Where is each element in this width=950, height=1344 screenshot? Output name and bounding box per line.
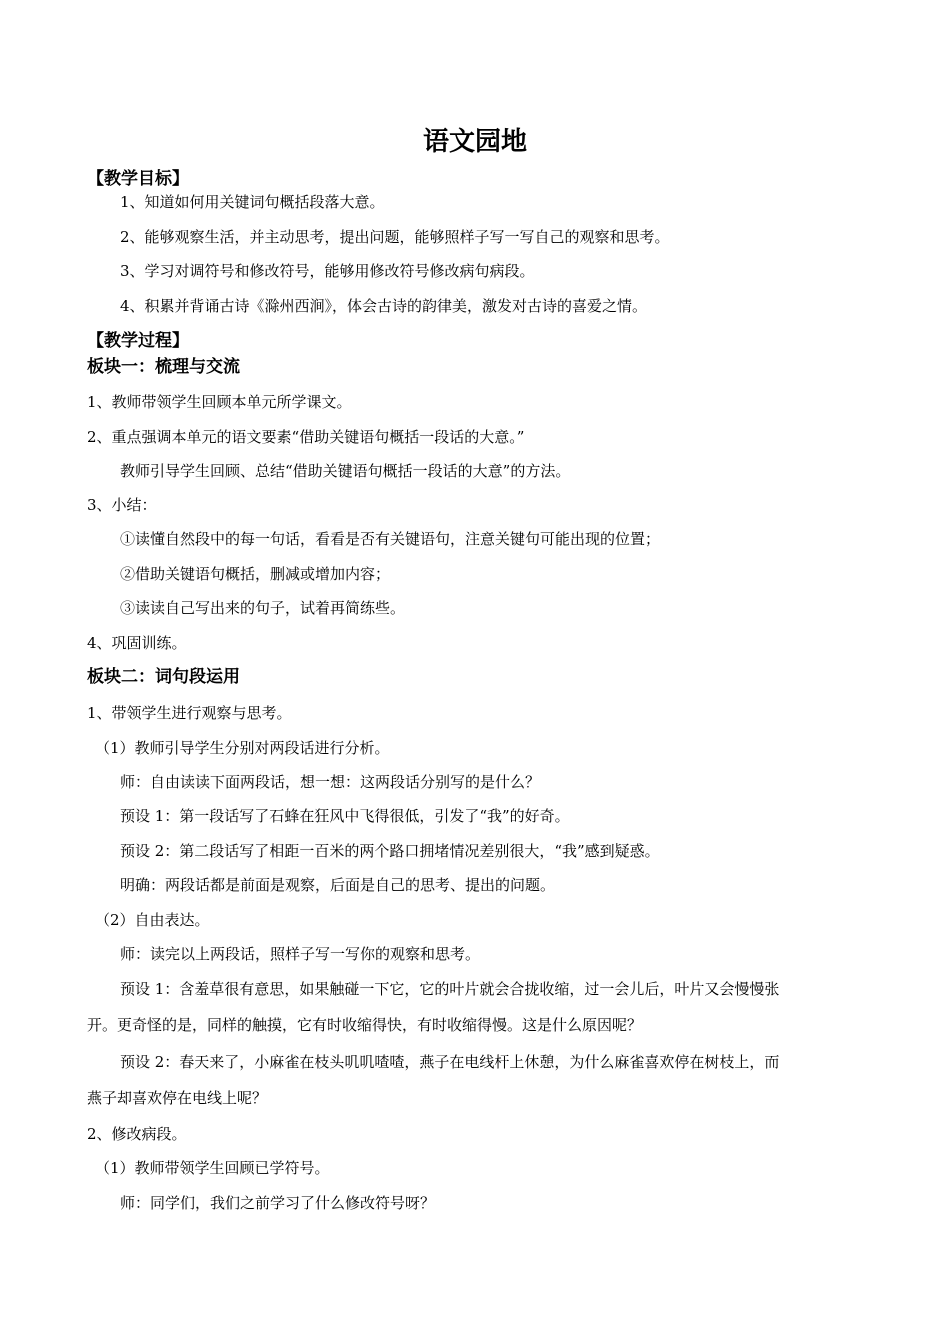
- paragraph: 师：读完以上两段话，照样子写一写你的观察和思考。: [120, 945, 481, 963]
- paragraph: 3、小结：: [87, 496, 157, 514]
- objective-item: 3、学习对调符号和修改符号，能够用修改符号修改病句病段。: [120, 262, 535, 280]
- paragraph: 1、教师带领学生回顾本单元所学课文。: [87, 393, 352, 411]
- paragraph: 1、带领学生进行观察与思考。: [87, 704, 292, 722]
- paragraph: 明确：两段话都是前面是观察，后面是自己的思考、提出的问题。: [120, 876, 556, 894]
- paragraph: （1）教师引导学生分别对两段话进行分析。: [95, 739, 390, 757]
- paragraph: 预设 2：春天来了，小麻雀在枝头叽叽喳喳，燕子在电线杆上休憩，为什么麻雀喜欢停在树枝上，而: [120, 1053, 780, 1071]
- paragraph: 2、修改病段。: [87, 1125, 187, 1143]
- paragraph: 开。更奇怪的是，同样的触摸，它有时收缩得快，有时收缩得慢。这是什么原因呢？: [87, 1016, 643, 1034]
- objective-item: 4、积累并背诵古诗《滁州西涧》，体会古诗的韵律美，激发对古诗的喜爱之情。: [120, 297, 648, 315]
- page-title: 语文园地: [422, 127, 527, 157]
- paragraph: 预设 2：第二段话写了相距一百米的两个路口拥堵情况差别很大，“我”感到疑惑。: [120, 842, 660, 860]
- paragraph: 燕子却喜欢停在电线上呢？: [87, 1089, 268, 1107]
- paragraph: 师：同学们，我们之前学习了什么修改符号呀？: [120, 1194, 436, 1212]
- paragraph: （1）教师带领学生回顾已学符号。: [95, 1159, 330, 1177]
- section2-heading: 板块二：词句段运用: [87, 667, 240, 687]
- section1-heading: 板块一：梳理与交流: [87, 357, 240, 377]
- paragraph: 预设 1：第一段话写了石蜂在狂风中飞得很低，引发了“我”的好奇。: [120, 807, 570, 825]
- summary-item: ①读懂自然段中的每一句话，看看是否有关键语句，注意关键句可能出现的位置；: [120, 530, 661, 548]
- paragraph: 4、巩固训练。: [87, 634, 187, 652]
- summary-item: ③读读自己写出来的句子，试着再简练些。: [120, 599, 406, 617]
- paragraph: 师：自由读读下面两段话，想一想：这两段话分别写的是什么？: [120, 773, 541, 791]
- process-heading: 【教学过程】: [87, 331, 189, 351]
- paragraph: 教师引导学生回顾、总结“借助关键语句概括一段话的大意”的方法。: [120, 462, 571, 480]
- summary-item: ②借助关键语句概括，删减或增加内容；: [120, 565, 391, 583]
- objectives-heading: 【教学目标】: [87, 169, 189, 189]
- paragraph: 2、重点强调本单元的语文要素“借助关键语句概括一段话的大意。”: [87, 428, 525, 446]
- paragraph: （2）自由表达。: [95, 911, 210, 929]
- objective-item: 2、能够观察生活，并主动思考，提出问题，能够照样子写一写自己的观察和思考。: [120, 228, 670, 246]
- objective-item: 1、知道如何用关键词句概括段落大意。: [120, 193, 385, 211]
- paragraph: 预设 1：含羞草很有意思，如果触碰一下它，它的叶片就会合拢收缩，过一会儿后，叶片又会慢慢张: [120, 980, 780, 998]
